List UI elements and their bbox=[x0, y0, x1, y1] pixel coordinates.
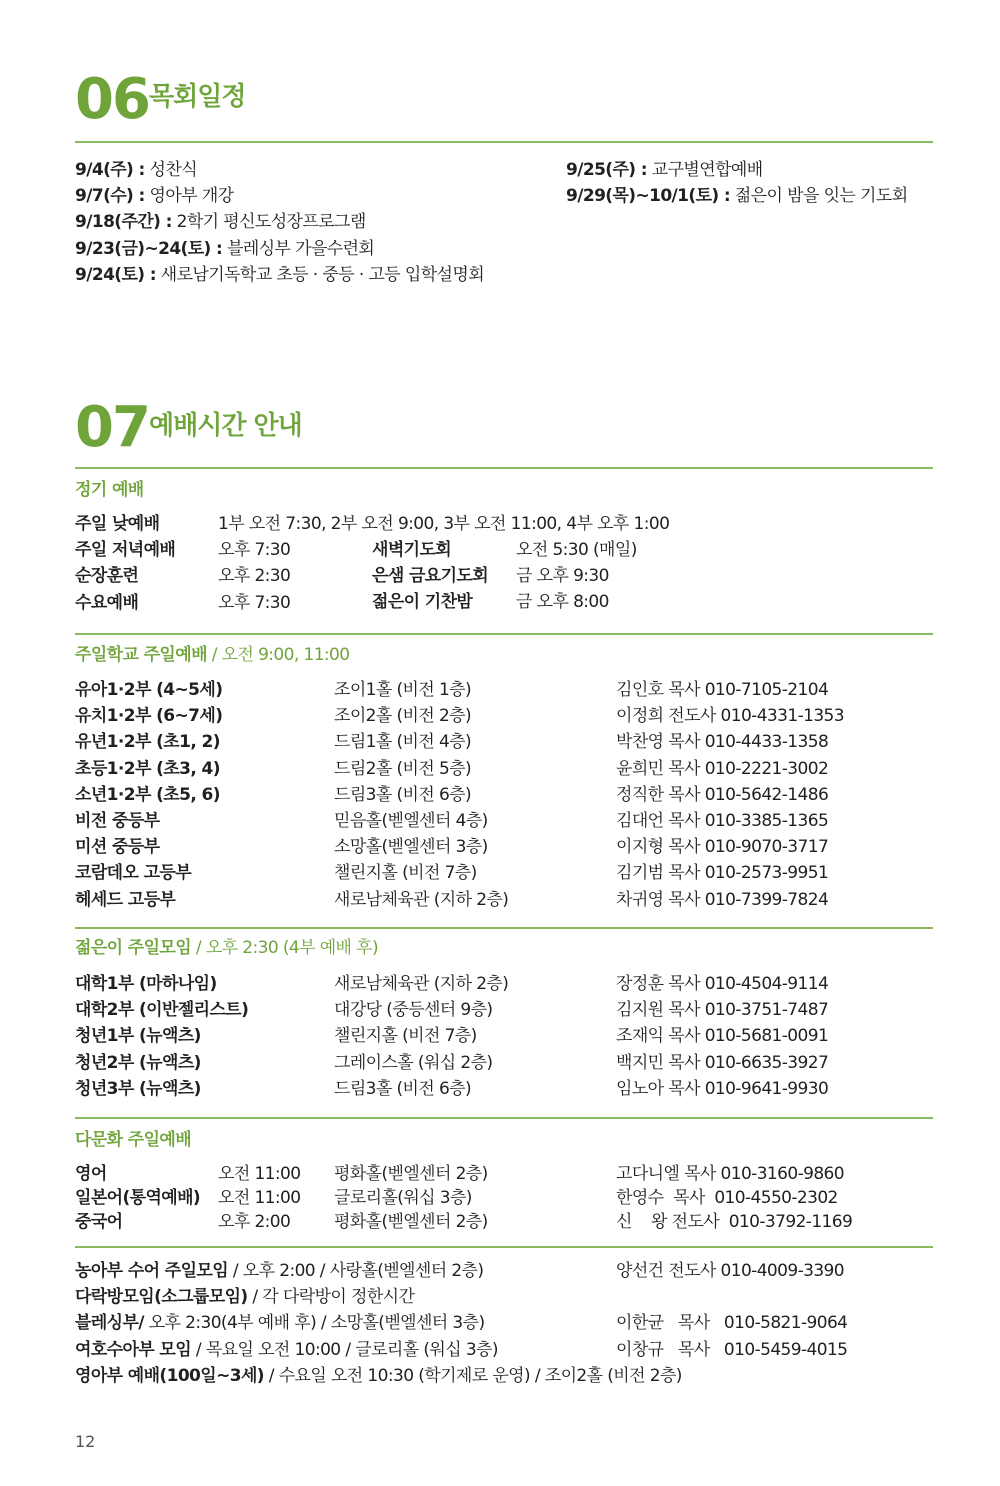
department-name: 코람데오 고등부 bbox=[75, 863, 192, 884]
service-time: 오전 5:30 (매일) bbox=[516, 540, 637, 560]
contact: 장정훈 목사 010-4504-9114 bbox=[616, 974, 829, 994]
service-name: 수요예배 bbox=[75, 592, 139, 613]
service-name: 젊은이 기찬밤 bbox=[372, 592, 473, 613]
place: 믿음홀(벧엘센터 4층) bbox=[334, 811, 488, 832]
service-name: 주일 낮예배 bbox=[75, 514, 160, 534]
department-name: 대학1부 (마하나임) bbox=[75, 974, 217, 994]
divider bbox=[75, 1246, 933, 1248]
department-name: 헤세드 고등부 bbox=[75, 889, 176, 910]
place: 새로남체육관 (지하 2층) bbox=[334, 974, 509, 994]
department-name: 유년1·2부 (초1, 2) bbox=[75, 732, 220, 753]
other-gatherings-contact-col bbox=[616, 1258, 847, 1363]
contact: 이정희 전도사 010-4331-1353 bbox=[616, 706, 844, 727]
language: 일본어(통역예배) bbox=[75, 1188, 201, 1208]
service-time: 금 오후 9:30 bbox=[516, 566, 609, 587]
contact: 정직한 목사 010-5642-1486 bbox=[616, 784, 829, 805]
contact: 김지원 목사 010-3751-7487 bbox=[616, 1000, 829, 1021]
service-name: 순장훈련 bbox=[75, 566, 139, 587]
service-time: 오후 7:30 bbox=[218, 540, 291, 561]
place: 소망홀(벧엘센터 3층) bbox=[334, 837, 488, 858]
sunday-school-dept-col bbox=[75, 677, 222, 913]
contact: 조재익 목사 010-5681-0091 bbox=[616, 1026, 829, 1047]
section-07-number: 07 bbox=[75, 395, 149, 460]
place: 대강당 (중등센터 9층) bbox=[334, 1000, 493, 1021]
place: 드림3홀 (비전 6층) bbox=[334, 1078, 472, 1099]
place: 평화홀(벧엘센터 2층) bbox=[334, 1212, 488, 1232]
young-adults-contact-col bbox=[616, 971, 828, 1102]
sunday-school-place-col bbox=[334, 677, 508, 913]
schedule-left-list bbox=[75, 157, 484, 288]
department-name: 유아1·2부 (4~5세) bbox=[75, 680, 223, 700]
contact: 윤희민 목사 010-2221-3002 bbox=[616, 758, 829, 779]
service-time: 1부 오전 7:30, 2부 오전 9:00, 3부 오전 11:00, 4부 오후 1:00 bbox=[218, 514, 670, 534]
regular-time2-col bbox=[516, 537, 637, 616]
department-name: 청년2부 (뉴액츠) bbox=[75, 1052, 201, 1073]
contact: 이한균 목사 010-5821-9064 bbox=[616, 1313, 848, 1334]
department-name: 초등1·2부 (초3, 4) bbox=[75, 758, 220, 779]
place: 평화홀(벧엘센터 2층) bbox=[334, 1164, 488, 1184]
department-name: 청년1부 (뉴액츠) bbox=[75, 1026, 201, 1047]
service-name: 은샘 금요기도회 bbox=[372, 566, 489, 587]
gathering-item: 영아부 예배(100일~3세) / 수요일 오전 10:30 (학기제로 운영) / 조이2홀 (비전 2층) bbox=[75, 1365, 682, 1386]
regular-name2-col bbox=[372, 537, 488, 616]
service-time: 오후 7:30 bbox=[218, 592, 291, 613]
service-time: 오후 2:30 bbox=[218, 566, 291, 587]
service-time: 금 오후 8:00 bbox=[516, 592, 609, 613]
place: 드림3홀 (비전 6층) bbox=[334, 784, 472, 805]
multicultural-place-col bbox=[334, 1162, 488, 1234]
gathering-item: 여호수아부 모임 / 목요일 오전 10:00 / 글로리홀 (워십 3층) bbox=[75, 1339, 498, 1360]
young-adults-dept-col bbox=[75, 971, 248, 1102]
contact: 이창규 목사 010-5459-4015 bbox=[616, 1339, 848, 1360]
place: 조이2홀 (비전 2층) bbox=[334, 706, 472, 727]
regular-name-col bbox=[75, 511, 175, 616]
language: 영어 bbox=[75, 1164, 107, 1184]
place: 챌린지홀 (비전 7층) bbox=[334, 863, 477, 884]
multicultural-contact-col bbox=[616, 1162, 852, 1234]
place: 챌린지홀 (비전 7층) bbox=[334, 1026, 477, 1047]
contact: 백지민 목사 010-6635-3927 bbox=[616, 1052, 829, 1073]
schedule-item: 9/29(목)~10/1(토) : 젊은이 밤을 잇는 기도회 bbox=[566, 186, 908, 207]
schedule-item: 9/23(금)~24(토) : 블레싱부 가을수련회 bbox=[75, 238, 375, 259]
gathering-item: 농아부 수어 주일모임 / 오후 2:00 / 사랑홀(벧엘센터 2층) bbox=[75, 1261, 484, 1281]
contact: 임노아 목사 010-9641-9930 bbox=[616, 1078, 829, 1099]
place: 드림1홀 (비전 4층) bbox=[334, 732, 472, 753]
young-adults-place-col bbox=[334, 971, 508, 1102]
department-name: 비전 중등부 bbox=[75, 811, 160, 832]
contact: 김인호 목사 010-7105-2104 bbox=[616, 680, 829, 700]
schedule-item: 9/18(주간) : 2학기 평신도성장프로그램 bbox=[75, 212, 366, 233]
department-name: 미션 중등부 bbox=[75, 837, 160, 858]
divider bbox=[75, 927, 933, 929]
section-06-title: 목회일정 bbox=[149, 82, 246, 112]
place: 글로리홀(워십 3층) bbox=[334, 1188, 472, 1208]
sunday-school-heading: 주일학교 주일예배 / 오전 9:00, 11:00 bbox=[75, 645, 350, 665]
contact bbox=[616, 1284, 847, 1310]
department-name: 청년3부 (뉴액츠) bbox=[75, 1078, 201, 1099]
divider bbox=[75, 633, 933, 635]
place: 드림2홀 (비전 5층) bbox=[334, 758, 472, 779]
gathering-item: 다락방모임(소그룹모임) / 각 다락방이 정한시간 bbox=[75, 1287, 415, 1308]
divider bbox=[75, 1117, 933, 1119]
multicultural-lang-col bbox=[75, 1162, 200, 1234]
gathering-item: 블레싱부/ 오후 2:30(4부 예배 후) / 소망홀(벧엘센터 3층) bbox=[75, 1313, 485, 1334]
service-time: 오후 2:00 bbox=[218, 1212, 291, 1232]
schedule-item: 9/24(토) : 새로남기독학교 초등 · 중등 · 고등 입학설명회 bbox=[75, 264, 485, 285]
language: 중국어 bbox=[75, 1212, 123, 1232]
department-name: 유치1·2부 (6~7세) bbox=[75, 706, 223, 727]
page-number: 12 bbox=[75, 1432, 96, 1451]
service-name: 새벽기도회 bbox=[372, 540, 452, 560]
other-gatherings-list bbox=[75, 1258, 682, 1389]
service-time: 오전 11:00 bbox=[218, 1164, 301, 1184]
contact: 신 왕 전도사 010-3792-1169 bbox=[616, 1212, 853, 1232]
section-06-divider bbox=[75, 141, 933, 143]
section-07-title: 예배시간 안내 bbox=[149, 411, 302, 441]
department-name: 소년1·2부 (초5, 6) bbox=[75, 784, 220, 805]
contact: 고다니엘 목사 010-3160-9860 bbox=[616, 1164, 844, 1184]
place: 조이1홀 (비전 1층) bbox=[334, 680, 472, 700]
contact: 한영수 목사 010-4550-2302 bbox=[616, 1188, 838, 1208]
section-06-number: 06 bbox=[75, 67, 149, 132]
contact: 김대언 목사 010-3385-1365 bbox=[616, 811, 829, 832]
contact: 박찬영 목사 010-4433-1358 bbox=[616, 732, 829, 753]
schedule-right-list bbox=[566, 157, 908, 209]
department-name: 대학2부 (이반젤리스트) bbox=[75, 1000, 249, 1021]
young-adults-heading: 젊은이 주일모임 / 오후 2:30 (4부 예배 후) bbox=[75, 938, 379, 958]
contact: 양선건 전도사 010-4009-3390 bbox=[616, 1261, 844, 1281]
multicultural-heading: 다문화 주일예배 bbox=[75, 1130, 192, 1150]
place: 새로남체육관 (지하 2층) bbox=[334, 889, 509, 910]
contact: 이지형 목사 010-9070-3717 bbox=[616, 837, 829, 858]
contact: 김기범 목사 010-2573-9951 bbox=[616, 863, 829, 884]
sunday-school-contact-col bbox=[616, 677, 844, 913]
section-07-divider bbox=[75, 467, 933, 469]
schedule-item: 9/4(주) : 성찬식 bbox=[75, 160, 198, 180]
schedule-item: 9/7(수) : 영아부 개강 bbox=[75, 186, 234, 207]
schedule-item: 9/25(주) : 교구별연합예배 bbox=[566, 160, 763, 180]
service-name: 주일 저녁예배 bbox=[75, 540, 176, 561]
contact: 차귀영 목사 010-7399-7824 bbox=[616, 889, 829, 910]
regular-worship-heading: 정기 예배 bbox=[75, 480, 144, 500]
place: 그레이스홀 (워십 2층) bbox=[334, 1052, 493, 1073]
service-time: 오전 11:00 bbox=[218, 1188, 301, 1208]
multicultural-time-col bbox=[218, 1162, 300, 1234]
